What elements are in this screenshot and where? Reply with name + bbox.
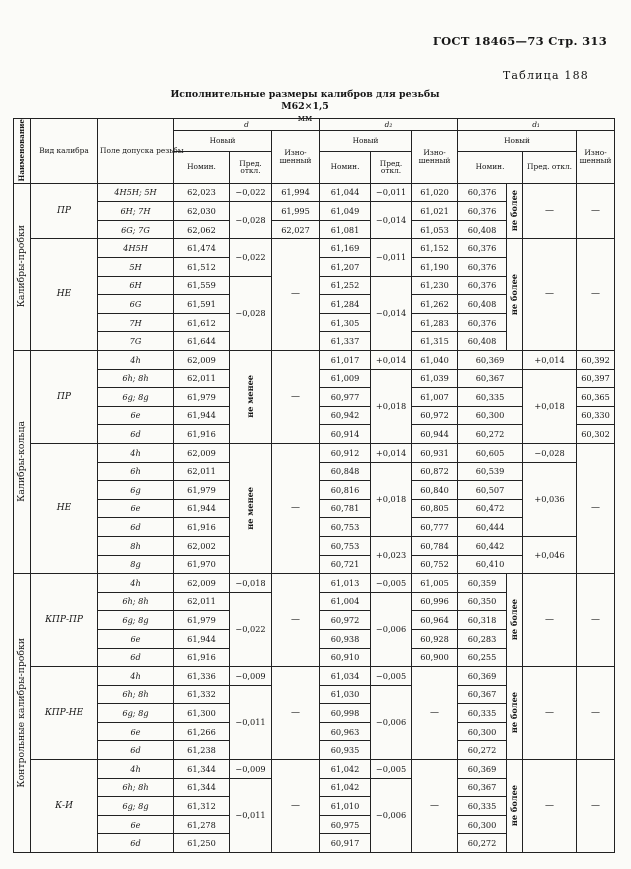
d1-deviation: — [523,183,577,239]
gauge-kind: КПР-ПР [31,574,98,667]
d2-worn: — [412,760,458,853]
d-deviation: −0,028 [230,202,272,239]
d1-nominal: 60,318 [458,611,507,630]
d-nominal: 62,009 [174,443,230,462]
d2-worn: 60,872 [412,462,458,481]
d1-nominal: 60,335 [458,797,507,816]
gauge-kind: К-И [31,760,98,853]
d-nominal: 61,250 [174,834,230,853]
d2-nominal: 60,942 [320,406,371,425]
tolerance-cell: 8g [98,555,174,574]
d1-nominal: 60,408 [458,332,507,351]
d-nominal: 61,916 [174,425,230,444]
d-nominal: 61,312 [174,797,230,816]
d1-worn: — [577,760,615,853]
d2-nominal: 61,169 [320,239,371,258]
d-nominal: 61,559 [174,276,230,295]
d-worn: — [272,574,320,667]
d-deviation: −0,022 [230,239,272,276]
d-deviation: −0,018 [230,574,272,593]
col-name: Наименование [14,119,31,184]
d1-nominal: 60,367 [458,685,507,704]
d2-nominal: 61,042 [320,778,371,797]
d-worn: — [272,760,320,853]
d2-deviation: +0,023 [371,536,412,573]
d1-nominal: 60,272 [458,741,507,760]
d2-nominal: 61,305 [320,313,371,332]
d2-worn: 60,944 [412,425,458,444]
d1-nominal: 60,410 [458,555,523,574]
gauge-kind: ПР [31,183,98,239]
tolerance-cell: 8h [98,536,174,555]
d2-nominal: 60,963 [320,722,371,741]
tolerance-cell: 6e [98,629,174,648]
d2-deviation: −0,014 [371,276,412,350]
table-label: Таблица 188 [502,69,589,82]
d1-worn: — [577,443,615,573]
tolerance-cell: 6h [98,462,174,481]
d2-deviation: −0,006 [371,592,412,666]
d2-worn: 61,190 [412,258,458,277]
d2-deviation: −0,005 [371,667,412,686]
units-label: мм [297,113,313,124]
d2-nominal: 60,781 [320,499,371,518]
d2-nominal: 60,848 [320,462,371,481]
d-nominal: 61,512 [174,258,230,277]
not-more-note: не более [507,760,523,853]
d-nominal: 61,979 [174,388,230,407]
col-d1-nominal: Номин. [458,151,523,183]
d-worn: — [272,351,320,444]
tolerance-cell: 6d [98,741,174,760]
d2-worn: 61,230 [412,276,458,295]
d2-deviation: +0,014 [371,351,412,370]
not-more-note: не более [507,183,523,239]
d-nominal: 62,030 [174,202,230,221]
d2-nominal: 61,017 [320,351,371,370]
d-deviation: −0,028 [230,276,272,350]
col-d-deviation: Пред. откл. [230,151,272,183]
tolerance-cell: 6e [98,499,174,518]
tolerance-cell: 4H5H [98,239,174,258]
d2-worn: 60,784 [412,536,458,555]
d-nominal: 62,002 [174,536,230,555]
d1-worn: — [577,239,615,351]
tolerance-cell: 4h [98,351,174,370]
d1-worn: 60,397 [577,369,615,388]
d-nominal: 61,300 [174,704,230,723]
d2-nominal: 60,935 [320,741,371,760]
page-number: Стр. 313 [548,34,607,48]
d1-nominal: 60,442 [458,536,523,555]
d2-deviation: −0,006 [371,778,412,852]
d-deviation: −0,022 [230,592,272,666]
d2-worn: 61,007 [412,388,458,407]
section-label: Калибры-кольца [14,351,31,574]
table-row [14,239,615,258]
gauge-dimensions-table [13,118,615,853]
d2-nominal: 60,975 [320,815,371,834]
d1-deviation: — [523,239,577,351]
d1-nominal: 60,408 [458,295,507,314]
d1-nominal: 60,472 [458,499,523,518]
d2-nominal: 61,030 [320,685,371,704]
d-nominal: 61,979 [174,611,230,630]
table-row [14,574,615,593]
table-header [14,119,615,184]
d-nominal: 61,916 [174,518,230,537]
d2-deviation: −0,014 [371,202,412,239]
d2-nominal: 60,753 [320,518,371,537]
table-body [14,183,615,852]
d2-worn: 60,964 [412,611,458,630]
d1-worn: 60,392 [577,351,615,370]
d1-nominal: 60,369 [458,667,507,686]
not-less-note: не менее [230,443,272,573]
col-d1: d₁ [458,119,615,131]
d2-nominal: 61,337 [320,332,371,351]
d2-nominal: 60,816 [320,481,371,500]
d1-nominal: 60,300 [458,406,523,425]
d-nominal: 61,916 [174,648,230,667]
d1-nominal: 60,444 [458,518,523,537]
d2-worn: 60,752 [412,555,458,574]
d-worn: — [272,443,320,573]
d-nominal: 61,944 [174,406,230,425]
tolerance-cell: 6g; 8g [98,388,174,407]
d2-worn: — [412,667,458,760]
d-nominal: 61,979 [174,481,230,500]
d2-nominal: 61,010 [320,797,371,816]
table-row [14,443,615,462]
d2-nominal: 61,042 [320,760,371,779]
tolerance-cell: 4h [98,760,174,779]
not-less-note: не менее [230,351,272,444]
tolerance-cell: 4h [98,667,174,686]
tolerance-cell: 6g; 8g [98,704,174,723]
d1-deviation: −0,028 [523,443,577,462]
col-d2-worn: Изно-шенный [412,131,458,184]
d2-worn: 61,005 [412,574,458,593]
d1-deviation: — [523,760,577,853]
d-nominal: 61,336 [174,667,230,686]
col-d2-deviation: Пред. откл. [371,151,412,183]
d1-nominal: 60,539 [458,462,523,481]
d2-deviation: −0,006 [371,685,412,759]
d1-deviation: +0,014 [523,351,577,370]
d2-nominal: 60,972 [320,611,371,630]
d2-nominal: 61,009 [320,369,371,388]
d-nominal: 61,612 [174,313,230,332]
not-more-note: не более [507,574,523,667]
d1-deviation: — [523,667,577,760]
d2-worn: 60,777 [412,518,458,537]
d-nominal: 61,344 [174,760,230,779]
tolerance-cell: 7H [98,313,174,332]
d2-nominal: 60,753 [320,536,371,555]
d2-nominal: 61,044 [320,183,371,202]
d2-worn: 61,315 [412,332,458,351]
gauge-kind: НЕ [31,443,98,573]
d2-nominal: 60,917 [320,834,371,853]
d1-nominal: 60,369 [458,760,507,779]
tolerance-cell: 6d [98,518,174,537]
d-nominal: 61,238 [174,741,230,760]
d1-nominal: 60,376 [458,202,507,221]
d1-nominal: 60,272 [458,834,507,853]
d1-nominal: 60,376 [458,276,507,295]
tolerance-cell: 6e [98,815,174,834]
tolerance-cell: 6h; 8h [98,369,174,388]
d-nominal: 62,062 [174,220,230,239]
d-deviation: −0,011 [230,685,272,759]
d1-deviation: +0,046 [523,536,577,573]
d-nominal: 61,944 [174,499,230,518]
d1-worn: — [577,574,615,667]
d-nominal: 62,011 [174,462,230,481]
d2-deviation: +0,018 [371,369,412,443]
running-header [433,34,607,48]
d2-deviation: −0,011 [371,239,412,276]
d1-nominal: 60,359 [458,574,507,593]
d1-nominal: 60,300 [458,815,507,834]
tolerance-cell: 6e [98,722,174,741]
d-nominal: 61,474 [174,239,230,258]
tolerance-cell: 6G; 7G [98,220,174,239]
d-worn: 62,027 [272,220,320,239]
d1-deviation: — [523,574,577,667]
col-d2-new: Новый [320,131,412,152]
d-nominal: 61,344 [174,778,230,797]
d-nominal: 62,009 [174,574,230,593]
tolerance-cell: 5H [98,258,174,277]
standard-number: ГОСТ 18465—73 [432,34,544,48]
d2-deviation: −0,005 [371,574,412,593]
d-nominal: 62,011 [174,592,230,611]
d-worn: — [272,239,320,351]
d1-nominal: 60,255 [458,648,507,667]
d1-deviation: +0,036 [523,462,577,536]
d2-nominal: 61,284 [320,295,371,314]
d1-nominal: 60,283 [458,629,507,648]
d2-worn: 61,020 [412,183,458,202]
d2-nominal: 60,910 [320,648,371,667]
col-d: d [174,119,320,131]
d-deviation: −0,011 [230,778,272,852]
d1-nominal: 60,300 [458,722,507,741]
d2-worn: 61,039 [412,369,458,388]
d2-nominal: 61,207 [320,258,371,277]
col-d1-worn: Изно-шенный [577,131,615,184]
d1-nominal: 60,376 [458,258,507,277]
d2-nominal: 61,081 [320,220,371,239]
tolerance-cell: 4h [98,574,174,593]
table-row [14,760,615,779]
d-worn: — [272,667,320,760]
d-deviation: −0,022 [230,183,272,202]
gauge-kind: КПР-НЕ [31,667,98,760]
d2-nominal: 60,977 [320,388,371,407]
tolerance-cell: 7G [98,332,174,351]
tolerance-cell: 6h; 8h [98,592,174,611]
section-label: Калибры-пробки [14,183,31,350]
tolerance-cell: 4H5H; 5H [98,183,174,202]
d1-nominal: 60,376 [458,239,507,258]
d1-worn: 60,330 [577,406,615,425]
d2-worn: 61,021 [412,202,458,221]
d2-nominal: 60,721 [320,555,371,574]
d-nominal: 61,332 [174,685,230,704]
d-nominal: 62,023 [174,183,230,202]
tolerance-cell: 4h [98,443,174,462]
col-d-new: Новый [174,131,272,152]
tolerance-cell: 6g; 8g [98,611,174,630]
d2-worn: 60,900 [412,648,458,667]
d1-nominal: 60,335 [458,704,507,723]
d2-worn: 61,152 [412,239,458,258]
d-nominal: 62,011 [174,369,230,388]
d2-nominal: 60,938 [320,629,371,648]
tolerance-cell: 6d [98,834,174,853]
d2-worn: 60,996 [412,592,458,611]
d1-worn: — [577,183,615,239]
tolerance-cell: 6d [98,648,174,667]
gauge-kind: НЕ [31,239,98,351]
d1-nominal: 60,367 [458,778,507,797]
d2-deviation: −0,011 [371,183,412,202]
d-deviation: −0,009 [230,667,272,686]
d1-worn: 60,302 [577,425,615,444]
d2-nominal: 60,998 [320,704,371,723]
d2-worn: 61,262 [412,295,458,314]
d2-nominal: 60,914 [320,425,371,444]
d2-deviation: −0,005 [371,760,412,779]
d2-worn: 60,840 [412,481,458,500]
col-d2-nominal: Номин. [320,151,371,183]
d-nominal: 61,591 [174,295,230,314]
d2-worn: 61,040 [412,351,458,370]
d1-nominal: 60,350 [458,592,507,611]
col-d1-new: Новый [458,131,577,152]
d2-worn: 60,931 [412,443,458,462]
col-kind: Вид калибра [31,119,98,184]
d2-worn: 61,283 [412,313,458,332]
d1-nominal: 60,408 [458,220,507,239]
table-row [14,183,615,202]
d2-deviation: +0,014 [371,443,412,462]
gauge-kind: ПР [31,351,98,444]
d1-nominal: 60,369 [458,351,523,370]
d2-nominal: 61,004 [320,592,371,611]
tolerance-cell: 6g; 8g [98,797,174,816]
tolerance-cell: 6g [98,481,174,500]
d2-worn: 60,928 [412,629,458,648]
d-nominal: 61,944 [174,629,230,648]
d2-nominal: 61,013 [320,574,371,593]
d1-nominal: 60,376 [458,313,507,332]
d1-nominal: 60,507 [458,481,523,500]
d-nominal: 61,266 [174,722,230,741]
tolerance-cell: 6d [98,425,174,444]
col-d-worn: Изно-шенный [272,131,320,184]
d2-worn: 60,805 [412,499,458,518]
d2-nominal: 61,049 [320,202,371,221]
d1-nominal: 60,272 [458,425,523,444]
col-tolerance: Поле допуска резьбы [98,119,174,184]
table-row [14,351,615,370]
d1-nominal: 60,367 [458,369,523,388]
col-d2: d₂ [320,119,458,131]
tolerance-cell: 6H [98,276,174,295]
not-more-note: не более [507,667,523,760]
d-nominal: 61,278 [174,815,230,834]
table-title-text: Исполнительные размеры калибров для резьбы M62×1,5 [170,89,440,112]
d-worn: 61,995 [272,202,320,221]
d2-worn: 60,972 [412,406,458,425]
d1-worn: — [577,667,615,760]
d-nominal: 61,970 [174,555,230,574]
d1-deviation: +0,018 [523,369,577,443]
tolerance-cell: 6H; 7H [98,202,174,221]
col-d1-deviation: Пред. откл. [523,151,577,183]
d1-nominal: 60,605 [458,443,523,462]
tolerance-cell: 6h; 8h [98,778,174,797]
tolerance-cell: 6h; 8h [98,685,174,704]
d1-worn: 60,365 [577,388,615,407]
d-nominal: 62,009 [174,351,230,370]
d2-worn: 61,053 [412,220,458,239]
d-deviation: −0,009 [230,760,272,779]
d2-deviation: +0,018 [371,462,412,536]
table-row [14,667,615,686]
not-more-note: не более [507,239,523,351]
d2-nominal: 60,912 [320,443,371,462]
col-d-nominal: Номин. [174,151,230,183]
d-worn: 61,994 [272,183,320,202]
tolerance-cell: 6G [98,295,174,314]
d1-nominal: 60,335 [458,388,523,407]
d-nominal: 61,644 [174,332,230,351]
d2-nominal: 61,252 [320,276,371,295]
d1-nominal: 60,376 [458,183,507,202]
d2-nominal: 61,034 [320,667,371,686]
tolerance-cell: 6e [98,406,174,425]
section-label: Контрольные калибры-пробки [14,574,31,853]
